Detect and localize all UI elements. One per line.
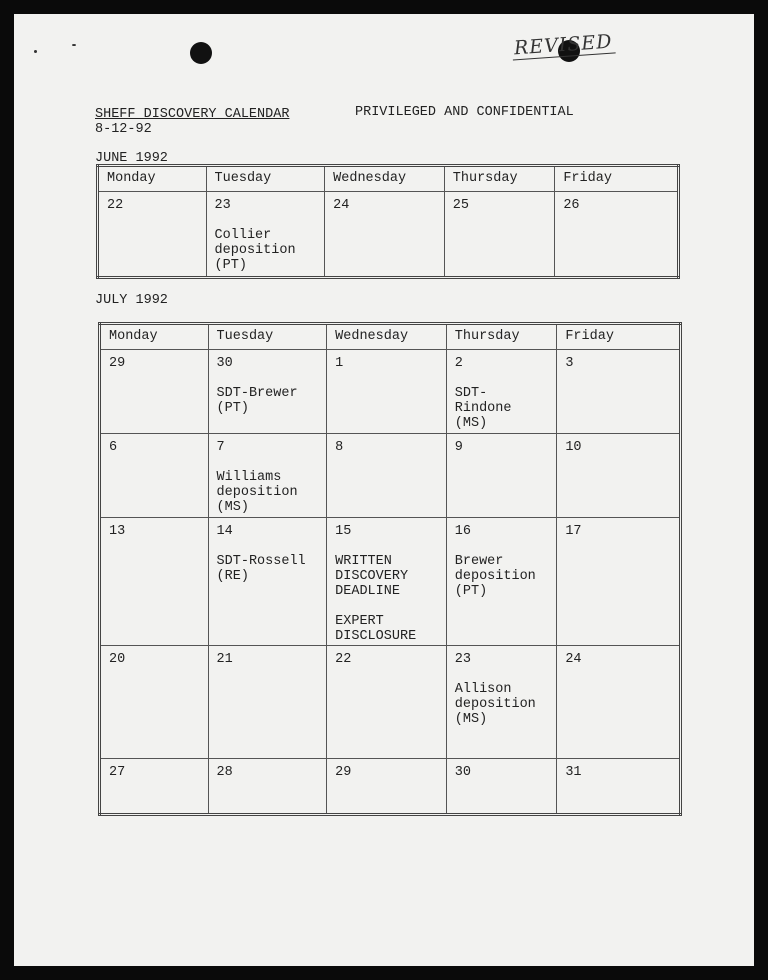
calendar-event: SDT- Rindone (MS) [454,386,512,431]
week-row [98,192,679,278]
day-number: 1 [335,356,344,371]
calendar-event: Allison deposition (MS) [454,682,536,727]
day-cell [325,192,445,278]
weekday-header-row [98,166,679,192]
day-number: 23 [214,198,231,213]
day-number: 7 [216,440,225,455]
day-number: 27 [109,765,126,780]
day-number: 24 [565,652,582,667]
day-cell [208,759,327,815]
calendar-event: Brewer deposition (PT) [454,554,536,599]
day-number: 8 [335,440,344,455]
punch-hole-left [190,42,212,64]
day-number: 26 [563,198,580,213]
day-number: 24 [333,198,350,213]
day-cell [555,192,679,278]
day-cell [208,350,327,434]
handwritten-revised-note: REVISED [511,30,615,60]
confidential-notice: PRIVILEGED AND CONFIDENTIAL [355,105,574,120]
day-number: 22 [107,198,124,213]
week-row [100,518,681,646]
day-number: 22 [335,652,352,667]
weekday-header-monday: Monday [100,324,209,350]
calendar-title: SHEFF DISCOVERY CALENDAR [95,107,290,122]
day-cell [446,434,557,518]
day-cell [557,518,681,646]
day-number: 30 [454,765,471,780]
weekday-header-thursday: Thursday [444,166,555,192]
weekday-header-wednesday: Wednesday [327,324,447,350]
day-number: 29 [109,356,126,371]
day-number: 31 [565,765,582,780]
day-cell [446,518,557,646]
day-number: 13 [109,524,126,539]
week-row [100,646,681,759]
calendar-event: SDT-Rossell (RE) [216,554,306,584]
day-number: 17 [565,524,582,539]
weekday-header-tuesday: Tuesday [208,324,327,350]
day-number: 23 [454,652,471,667]
day-number: 2 [454,356,463,371]
july-calendar-table [98,322,682,816]
day-number: 16 [454,524,471,539]
day-cell [327,759,447,815]
day-cell [100,434,209,518]
day-number: 28 [216,765,233,780]
day-number: 25 [452,198,469,213]
weekday-header-friday: Friday [555,166,679,192]
day-cell [446,759,557,815]
day-cell [208,518,327,646]
day-cell [100,646,209,759]
day-cell [100,350,209,434]
weekday-header-wednesday: Wednesday [325,166,445,192]
calendar-event: Collier deposition (PT) [214,228,296,273]
day-cell [444,192,555,278]
day-cell [327,646,447,759]
calendar-event: WRITTEN DISCOVERY DEADLINE [335,554,409,599]
day-cell [208,434,327,518]
day-cell [557,434,681,518]
calendar-event: SDT-Brewer (PT) [216,386,298,416]
day-number: 30 [216,356,233,371]
day-cell [557,646,681,759]
day-cell [557,759,681,815]
day-number: 10 [565,440,582,455]
day-number: 6 [109,440,118,455]
day-cell [327,518,447,646]
day-cell [100,518,209,646]
june-month-label: JUNE 1992 [95,151,168,166]
day-cell [327,434,447,518]
day-number: 21 [216,652,233,667]
day-cell [446,350,557,434]
day-number: 15 [335,524,352,539]
day-number: 14 [216,524,233,539]
calendar-event: EXPERT DISCLOSURE [335,614,417,644]
scan-speck [72,44,76,46]
day-cell [446,646,557,759]
day-cell [206,192,325,278]
june-calendar-table [96,164,680,279]
weekday-header-friday: Friday [557,324,681,350]
document-date: 8-12-92 [95,122,152,137]
weekday-header-row [100,324,681,350]
week-row [100,759,681,815]
day-number: 29 [335,765,352,780]
weekday-header-monday: Monday [98,166,207,192]
day-cell [327,350,447,434]
weekday-header-thursday: Thursday [446,324,557,350]
document-page [14,14,754,966]
day-cell [557,350,681,434]
day-number: 3 [565,356,574,371]
july-month-label: JULY 1992 [95,293,168,308]
day-cell [100,759,209,815]
day-cell [98,192,207,278]
week-row [100,434,681,518]
weekday-header-tuesday: Tuesday [206,166,325,192]
day-number: 20 [109,652,126,667]
calendar-event: Williams deposition (MS) [216,470,298,515]
day-cell [208,646,327,759]
week-row [100,350,681,434]
scan-speck [34,50,37,53]
day-number: 9 [454,440,463,455]
